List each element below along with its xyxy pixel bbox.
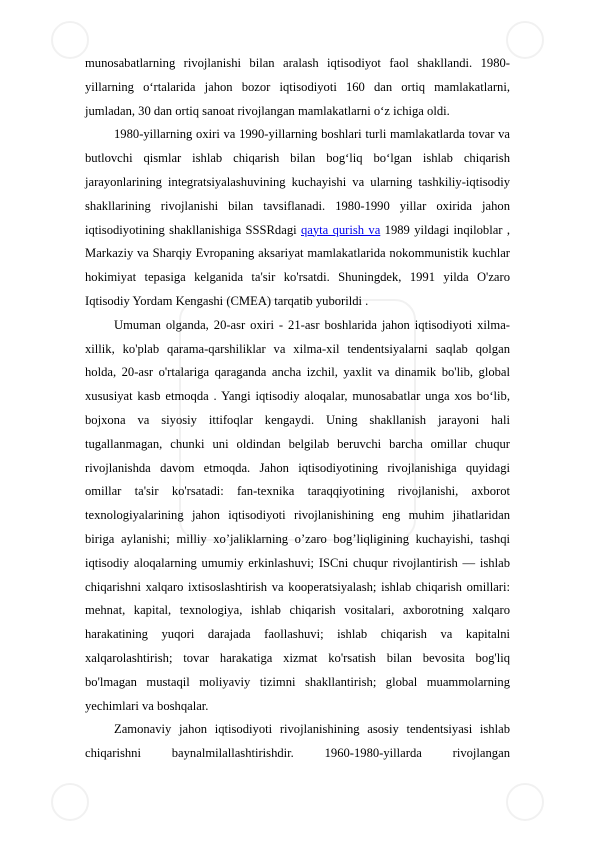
paragraph-2-text-before-link: 1980-yillarning oxiri va 1990-yillarning boshlari turli mamlakatlarda tovar va butlovchi qismlar ishlab chiqarish bilan bog‘liq bo‘lgan ishlab chiqarish jarayonlarining integratsiyalashuvining kuchayishi va ularning tashkiliy-iqtisodiy shakllarining rivojlanishi bilan tavsiflanadi. 1980-1990 yillar oxirida jahon iqtisodiyotining shakllanishiga SSSRdagi xyxy=(85,127,510,237)
paragraph-3: Umuman olganda, 20-asr oxiri - 21-asr boshlarida jahon iqtisodiyoti xilma-xillik, ko'plab qarama-qarshiliklar va xilma-xil tendentsiyalarni saqlab qolgan holda, 20-asr o'rtalariga qaraganda ancha izchil, yaxlit va dinamik bo'lib, global xususiyat kasb etmoqda . Yangi iqtisodiy aloqalar, munosabatlar unga xos bo‘lib, bojxona va siyosiy ittifoqlar kengaydi. Uning shakllanish jarayoni hali tugallanmagan, chunki uni oldindan belgilab beruvchi barcha omillar chuqur rivojlanishda davom etmoqda. Jahon iqtisodiyotining rivojlanishiga quyidagi omillar ta'sir ko'rsatadi: fan-texnika taraqqiyotining rivojlanishi, axborot texnologiyalarining jahon iqtisodiyoti rivojlanishining eng muhim jihatlaridan biriga aylanishi; milliy xo’jaliklarning o’zaro bog’liqligining kuchayishi, tashqi iqtisodiy aloqalarning umumiy erkinlashuvi; ISCni chuqur rivojlantirish — ishlab chiqarishni xalqaro ixtisoslashtirish va kooperatsiyalash; ishlab chiqarish omillari: mehnat, kapital, texnologiya, ishlab chiqarish vositalari, axborotning xalqaro harakatining yuqori darajada faollashuvi; ishlab chiqarish va kapitalni xalqarolashtirish; tovar harakatiga xizmat ko'rsatish bilan bevosita bog'liq bo'lmagan mustaqil moliyaviy tizimni shakllantirish; global muammolarning yechimlari va boshqalar. xyxy=(85,317,510,713)
document-page xyxy=(85,52,510,766)
paragraph-2 xyxy=(85,123,510,313)
paragraph-1: munosabatlarning rivojlanishi bilan aralash iqtisodiyot faol shakllandi. 1980-yillarning o‘rtalarida jahon bozor iqtisodiyoti 160 dan ortiq mamlakatlarni, jumladan, 30 dan ortiq sanoat rivojlangan mamlakatlarni o‘z ichiga oldi. xyxy=(85,56,510,118)
paragraph-4: Zamonaviy jahon iqtisodiyoti rivojlanishining asosiy tendentsiyasi ishlab chiqarishni baynalmilallashtirishdir. 1960-1980-yillarda rivojlangan xyxy=(85,722,510,761)
paragraph-2-text-after-link: 1989 yildagi inqiloblar , Markaziy va Sharqiy Evropaning aksariyat mamlakatlarida nokommunistik kuchlar hokimiyat tepasiga kelganida ta'sir ko'rsatdi. Shuningdek, 1991 yilda O'zaro Iqtisodiy Yordam Kengashi (CMEA) tarqatib yuborildi . xyxy=(85,222,510,308)
qayta-qurish-link[interactable]: qayta qurish va xyxy=(300,222,381,237)
